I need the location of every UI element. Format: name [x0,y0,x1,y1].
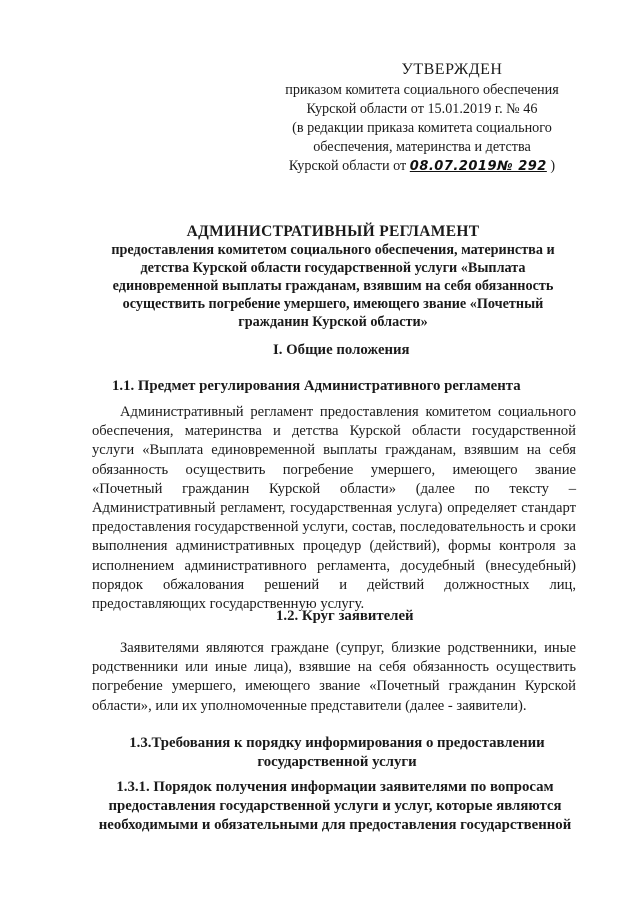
approval-line-5-prefix: Курской области от [288,158,407,174]
section-1-3-heading: 1.3.Требования к порядку информирования о предоставлении государственной услуги [129,735,545,770]
section-1-2-paragraph [92,639,576,716]
approval-line-5-suffix: ) [550,158,556,174]
section-1-2-text: Заявителями являются граждане (супруг, близкие родственники, иные родственники или иные лица), взявшие на себя обязанность осуществить погребение умершего, имеющего звание «Почетный гражданин Курской области», или их уполномоченные представители (далее - заявители). [92,640,576,714]
approval-stamp-block [262,60,582,176]
document-subtitle: предоставления комитетом социального обеспечения, материнства и детства Курской области государственной услуги «Выплата единовременной выплаты гражданам, взявшим на себя обязанность осуществить погребение умершего, имеющего звание «Почетный гражданин Курской области» [111,242,555,330]
approval-line-1: приказом комитета социального обеспечения [285,82,559,98]
document-title-block [88,222,578,331]
section-1-3-1-heading: 1.3.1. Порядок получения информации заявителями по вопросам предоставления государственной услуги и услуг, которые являются необходимыми и обязательными для предоставления государственной [98,779,572,833]
section-1-1-paragraph [92,403,576,614]
approval-line-3: (в редакции приказа комитета социального [292,120,552,136]
approval-line-4: обеспечения, материнства и детства [313,139,531,155]
section-general-heading: I. Общие положения [273,342,410,358]
approval-line-2: Курской области от 15.01.2019 г. № 46 [306,101,538,117]
section-1-2-heading: 1.2. Круг заявителей [276,608,414,624]
document-title: АДМИНИСТРАТИВНЫЙ РЕГЛАМЕНТ [186,223,480,240]
section-1-1-heading: 1.1. Предмет регулирования Административного регламента [112,378,521,394]
handwritten-date: 08.07.2019 [409,159,498,174]
section-1-1-text: Административный регламент предоставления комитетом социального обеспечения, материнства и детства Курской области государственной услуги «Выплата единовременной выплаты гражданам, взявшим на себя обязанность осуществить погребение умершего, имеющего звание «Почетный гражданин Курской области» (далее по тексту – Административный регламент, государственная услуга) определяет стандарт предоставления государственной услуги, состав, последовательность и сроки выполнения административных процедур (действий), формы контроля за исполнением административного регламента, досудебный (внесудебный) порядок обжалования решений и действий должностных лиц, предоставляющих государственную услугу. [92,404,576,613]
approval-line-5 [262,157,582,176]
approval-heading: УТВЕРЖДЕН [401,61,503,78]
handwritten-number: № 292 [497,159,547,174]
